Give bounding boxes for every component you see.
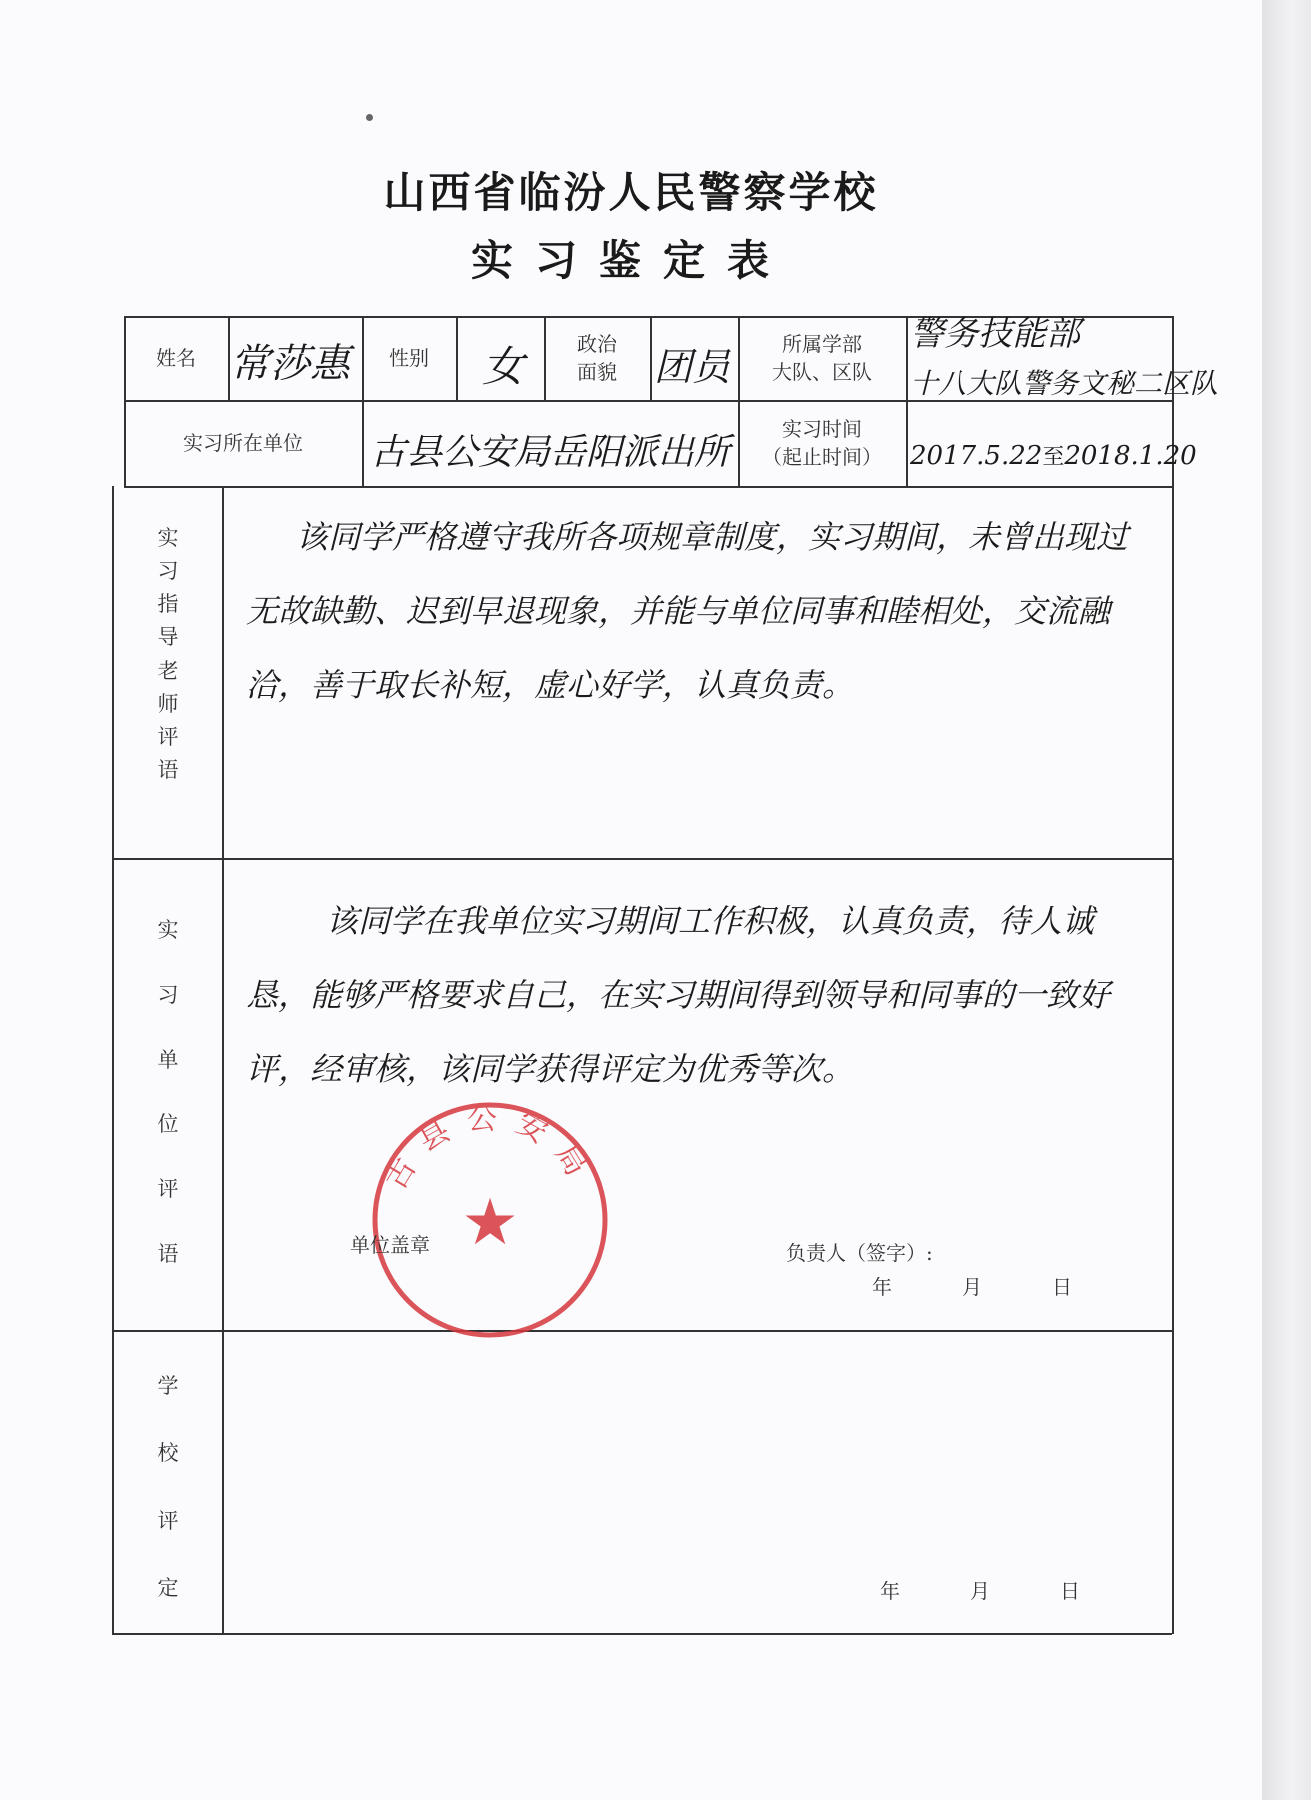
school-date-year: 年	[880, 1579, 900, 1603]
school-date	[880, 1576, 1080, 1606]
unit-value: 古县公安局岳阳派出所	[370, 432, 731, 473]
unit-comment-text: 该同学在我单位实习期间工作积极，认真负责，待人诚恳，能够严格要求自己，在实习期间得到领导和同事的一致好评，经审核，该同学获得评定为优秀等次。	[246, 902, 1111, 1088]
school-title: 山西省临汾人民警察学校	[383, 168, 879, 217]
school-date-month: 月	[970, 1579, 990, 1603]
scan-edge	[1262, 0, 1311, 1800]
official-seal	[368, 1098, 612, 1342]
department-value-line1: 警务技能部	[910, 314, 1080, 354]
period-value	[910, 440, 1197, 471]
seal-star: ★	[461, 1186, 519, 1260]
period-end: 2018.1.20	[1064, 441, 1197, 471]
unit-date-day: 日	[1052, 1275, 1072, 1299]
period-label	[738, 400, 906, 486]
unit-date-month: 月	[962, 1275, 982, 1299]
gender-value: 女	[482, 342, 525, 391]
form-title: 实习鉴定表	[470, 236, 791, 285]
period-label-line1: 实习时间	[782, 417, 862, 441]
school-eval-label: 学 校 评 定	[157, 1374, 179, 1600]
political-label	[544, 316, 650, 400]
political-label-line2: 面貌	[577, 360, 617, 384]
unit-comment-label: 实 习 单 位 评 语	[157, 918, 179, 1266]
period-separator: 至	[1042, 445, 1065, 470]
teacher-comment-label: 实 习 指 导 老 师 评 语	[157, 526, 179, 782]
school-date-day: 日	[1060, 1579, 1080, 1603]
seal-text: 古县公安局	[378, 1101, 602, 1196]
unit-date	[872, 1272, 1072, 1302]
name-label: 姓名	[156, 346, 196, 370]
seal-label: 单位盖章	[350, 1233, 430, 1257]
name-value: 常莎惠	[230, 341, 350, 387]
period-start: 2017.5.22	[910, 441, 1043, 471]
political-value: 团员	[654, 345, 731, 389]
teacher-comment-text: 该同学严格遵守我所各项规章制度，实习期间，未曾出现过无故缺勤、迟到早退现象，并能与单位同事和睦相处，交流融洽，善于取长补短，虚心好学，认真负责。	[246, 518, 1129, 704]
department-label-line1: 所属学部	[782, 332, 862, 356]
political-label-line1: 政治	[577, 332, 617, 356]
responsible-label: 负责人（签字）:	[786, 1241, 933, 1265]
department-value-line2: 十八大队警务文秘二区队	[910, 367, 1219, 400]
department-label-line2: 大队、区队	[772, 360, 872, 384]
gender-label: 性别	[389, 346, 429, 370]
unit-date-year: 年	[872, 1275, 892, 1299]
unit-label: 实习所在单位	[183, 431, 303, 455]
period-label-line2: （起止时间）	[762, 445, 882, 469]
department-label	[738, 316, 906, 400]
